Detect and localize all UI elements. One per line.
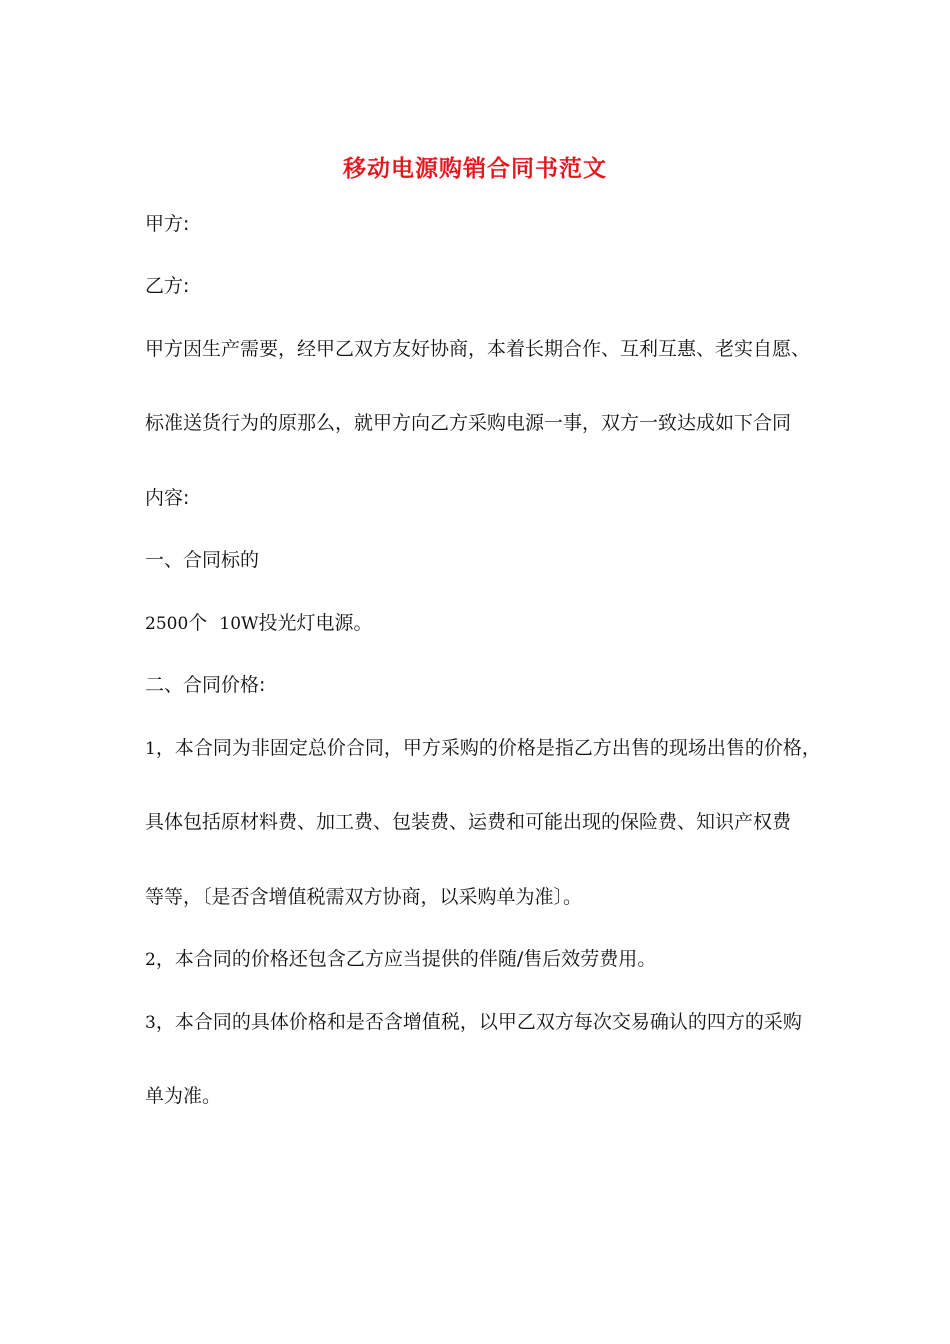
clause-3-line-1 — [145, 1010, 802, 1035]
power-spec: 10W — [219, 614, 259, 634]
clause-1-line-3: 等等，〔是否含增值税需双方协商，以采购单为准〕。 — [145, 886, 583, 908]
clause-1-number: 1 — [145, 739, 156, 759]
section-1-heading: 一、合同标的 — [145, 549, 260, 571]
section-1-content — [145, 611, 373, 636]
section-2-heading: 二、合同价格: — [145, 674, 266, 696]
clause-3-number: 3 — [145, 1013, 156, 1033]
quantity-value: 2500 — [145, 614, 189, 634]
item-name: 投光灯电源。 — [258, 612, 373, 634]
clause-1-line-1 — [145, 736, 821, 761]
intro-paragraph-line-3: 内容: — [145, 487, 190, 509]
clause-1-line-2: 具体包括原材料费、加工费、包装费、运费和可能出现的保险费、知识产权费 — [145, 811, 792, 833]
clause-3-text: ，本合同的具体价格和是否含增值税，以甲乙双方每次交易确认的四方的采购 — [155, 1011, 802, 1033]
party-b-label: 乙方: — [145, 275, 190, 297]
clause-2-text: ，本合同的价格还包含乙方应当提供的伴随/售后效劳费用。 — [155, 948, 657, 970]
clause-2-number: 2 — [145, 950, 156, 970]
document-title: 移动电源购销合同书范文 — [343, 155, 607, 182]
clause-2-line-1 — [145, 947, 656, 972]
intro-paragraph-line-1: 甲方因生产需要，经甲乙双方友好协商，本着长期合作、互利互惠、老实自愿、 — [145, 338, 811, 360]
clause-1-text: ，本合同为非固定总价合同，甲方采购的价格是指乙方出售的现场出售的价格， — [155, 737, 821, 759]
party-a-label: 甲方: — [145, 213, 190, 235]
intro-paragraph-line-2: 标准送货行为的原那么，就甲方向乙方采购电源一事，双方一致达成如下合同 — [145, 412, 792, 434]
clause-3-line-2: 单为准。 — [145, 1085, 222, 1107]
quantity-unit: 个 — [188, 612, 208, 634]
